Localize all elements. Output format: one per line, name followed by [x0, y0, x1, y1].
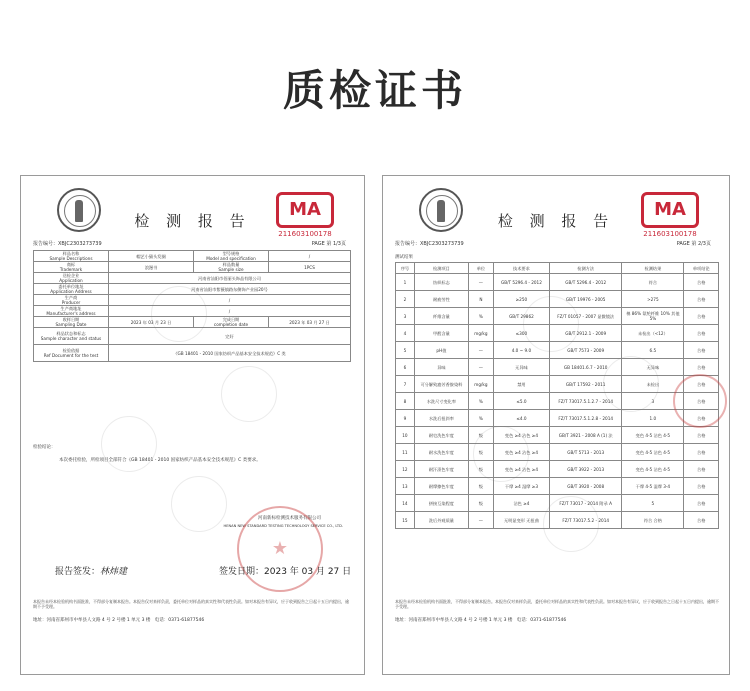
info-label — [34, 328, 109, 345]
address-text: 地址：河南省郑州市中牟县人文路 4 号 2 号楼 1 单元 3 楼 — [33, 618, 151, 623]
info-value: 帽艺小猫头发圈 — [109, 251, 194, 262]
cma-number: 211603100178 — [278, 230, 332, 238]
table-cell: 变色 4-5 沾色 4-5 — [622, 444, 684, 461]
label-en: Trademark — [59, 267, 83, 272]
label-cn: 商标 — [66, 262, 76, 267]
table-row — [396, 410, 719, 427]
table-cell: 级 — [468, 495, 493, 512]
footer-note: 本报告未经本检验机构书面批准，不得部分复制本报告。本报告仅对来样负责，委托单位对样品的真实性和代表性负责。如对本报告有异议，应于收到报告之日起十五日内提出，逾期不予受理。 — [395, 599, 719, 609]
table-cell: 7 — [396, 376, 415, 393]
info-label — [34, 295, 109, 306]
table-cell: 级 — [468, 444, 493, 461]
signer-signature: 林炜建 — [100, 567, 128, 577]
table-cell: GB/T 7573 - 2009 — [550, 342, 622, 359]
table-cell: ≤300 — [493, 325, 549, 342]
table-cell: 3 — [622, 393, 684, 410]
info-row — [34, 262, 351, 273]
table-cell: N — [468, 291, 493, 308]
info-value: / — [109, 295, 351, 306]
table-cell: 2 — [396, 291, 415, 308]
table-cell: GB/T 2912.1 - 2009 — [550, 325, 622, 342]
watermark-seal-icon — [473, 426, 529, 482]
info-value: 完好 — [109, 328, 351, 345]
table-cell: % — [468, 308, 493, 325]
cma-number: 211603100178 — [643, 230, 697, 238]
table-cell: 合格 — [684, 342, 719, 359]
table-cell: % — [468, 410, 493, 427]
watermark-seal-icon — [101, 416, 157, 472]
issue-date-label: 签发日期： — [219, 567, 265, 577]
table-cell: 合格 — [684, 512, 719, 529]
table-cell: GB 18401.6.7 - 2010 — [550, 359, 622, 376]
label-cn: 样品名称 — [62, 251, 80, 256]
table-cell: 符合 — [622, 274, 684, 291]
issue-date — [219, 564, 351, 577]
info-value: 浪漫书 — [109, 262, 194, 273]
table-row — [396, 359, 719, 376]
watermark-seal-icon — [151, 286, 207, 342]
column-header: 技术要求 — [493, 263, 549, 274]
label-cn: 样品状态和标志 — [56, 331, 86, 336]
page-number: PAGE 第 2/3页 — [676, 241, 711, 247]
label-en: completion date — [213, 322, 249, 327]
phone-text: 电话：0371-61877546 — [516, 618, 567, 623]
info-value: 河南省汕阳市佰丽头饰品有限公司 — [109, 273, 351, 284]
table-cell: 合格 — [684, 495, 719, 512]
table-cell: 10 — [396, 427, 415, 444]
table-cell: GB/T 29862 — [493, 308, 549, 325]
label-cn: 检验依据 — [62, 348, 80, 353]
info-value: / — [269, 251, 351, 262]
table-cell: 4.0 ~ 9.0 — [493, 342, 549, 359]
table-cell: 合格 — [684, 444, 719, 461]
table-cell: 耐水洗色牢度 — [414, 444, 468, 461]
cma-mark-icon: MA — [276, 192, 334, 228]
table-cell: 变色 ≥4 沾色 ≥4 — [493, 461, 549, 478]
table-cell: FZ/T 73017.5.2 - 2014 — [550, 512, 622, 529]
info-label — [34, 262, 109, 273]
table-cell: 沾色 ≥4 — [493, 495, 549, 512]
table-cell: 无明显变形 无扭曲 — [493, 512, 549, 529]
table-cell: 耐汗渍色牢度 — [414, 461, 468, 478]
table-cell: 8 — [396, 393, 415, 410]
table-cell: 纤维含量 — [414, 308, 468, 325]
table-cell: 13 — [396, 478, 415, 495]
table-cell: 9 — [396, 410, 415, 427]
conclusion-text: 本次委托检验，所检项目全部符合《GB 18401 - 2010 国家纺织产品基本安全技术规范》C 类要求。 — [59, 458, 261, 463]
table-cell: 合格 — [684, 461, 719, 478]
table-cell: 耐皂洗色牢度 — [414, 427, 468, 444]
info-label — [34, 284, 109, 295]
column-header: 检测方法 — [550, 263, 622, 274]
watermark-seal-icon — [603, 356, 659, 412]
table-cell: pH值 — [414, 342, 468, 359]
table-cell: 6 — [396, 359, 415, 376]
info-label — [34, 251, 109, 262]
info-value: 1PCS — [269, 262, 351, 273]
info-value: / — [109, 306, 351, 317]
table-row — [396, 393, 719, 410]
table-cell: 水洗后扭斜率 — [414, 410, 468, 427]
table-cell: GB/T 17592 - 2011 — [550, 376, 622, 393]
info-value: 2023 年 03 月 27 日 — [269, 317, 351, 328]
footer-address — [33, 617, 204, 623]
issue-date-value: 2023 年 03 月 27 日 — [264, 567, 352, 577]
label-en: Model and specification — [206, 256, 256, 261]
table-cell: 15 — [396, 512, 415, 529]
issuer-name-en: HENAN NEW STANDARD TESTING TECHNOLOGY SERVICE CO., LTD. — [223, 524, 343, 528]
info-row — [34, 251, 351, 262]
label-cn: 生产商地址 — [60, 306, 82, 311]
info-label — [34, 345, 109, 362]
column-header: 检测结果 — [622, 263, 684, 274]
table-cell: 级 — [468, 478, 493, 495]
table-row — [396, 444, 719, 461]
table-cell: 1 — [396, 274, 415, 291]
table-cell: 4 — [396, 325, 415, 342]
info-row — [34, 273, 351, 284]
table-cell: 拼接互染程度 — [414, 495, 468, 512]
label-en: Application — [59, 278, 83, 283]
watermark-seal-icon — [543, 496, 599, 552]
table-cell: 合格 — [684, 274, 719, 291]
table-cell: ≤4.0 — [493, 410, 549, 427]
label-cn: 完成日期 — [222, 317, 240, 322]
table-cell: 合格 — [684, 291, 719, 308]
table-cell: GB/T 5296.4 - 2012 — [550, 274, 622, 291]
address-text: 地址：河南省郑州市中牟县人文路 4 号 2 号楼 1 单元 3 楼 — [395, 618, 513, 623]
info-value: 《GB 18401 - 2010 国家纺织产品基本安全技术规范》C 类 — [109, 345, 351, 362]
table-cell: 变色 ≥4 沾色 ≥4 — [493, 444, 549, 461]
table-cell: GB/T 3922 - 2013 — [550, 461, 622, 478]
cma-logo — [270, 192, 340, 238]
report-page-1 — [20, 175, 365, 675]
table-row — [396, 427, 719, 444]
table-cell: 合格 — [684, 308, 719, 325]
conclusion-label: 检验结论： — [33, 445, 56, 450]
table-cell: ≥250 — [493, 291, 549, 308]
report-title: 检 测 报 告 — [497, 212, 615, 230]
label-en: Ref Document for the test — [43, 353, 99, 358]
table-cell: 甲醛含量 — [414, 325, 468, 342]
table-cell: mg/kg — [468, 376, 493, 393]
info-label — [194, 262, 269, 273]
table-cell: 合格 — [684, 410, 719, 427]
table-cell: FZ/T 01057 - 2007 显微镜法 — [550, 308, 622, 325]
table-cell: 级 — [468, 427, 493, 444]
label-cn: 型号规格 — [222, 251, 240, 256]
table-cell: FZ/T 73017 - 2014 附录 A — [550, 495, 622, 512]
label-cn: 委托单位地址 — [58, 284, 84, 289]
info-label — [34, 306, 109, 317]
table-cell: 3 — [396, 308, 415, 325]
table-cell: 变色 4-5 沾色 4-5 — [622, 427, 684, 444]
footer-note: 本报告未经本检验机构书面批准，不得部分复制本报告。本报告仅对来样负责，委托单位对样品的真实性和代表性负责。如对本报告有异议，应于收到报告之日起十五日内提出，逾期不予受理。 — [33, 599, 349, 609]
table-cell: 变色 ≥4 沾色 ≥4 — [493, 427, 549, 444]
red-stamp-icon — [673, 374, 727, 428]
table-cell: 符合 合格 — [622, 512, 684, 529]
table-cell: 耐摩擦色牢度 — [414, 478, 468, 495]
table-cell: — — [468, 359, 493, 376]
table-cell: 耐疲劳性 — [414, 291, 468, 308]
info-value: 河南省汕阳市紫薇镇路东侧饰产业园20号 — [109, 284, 351, 295]
label-en: Sample Descriptions — [49, 256, 93, 261]
column-header: 序号 — [396, 263, 415, 274]
table-cell: 变色 4-5 沾色 4-5 — [622, 461, 684, 478]
label-cn: 样品数量 — [222, 262, 240, 267]
report-title: 检 测 报 告 — [134, 212, 251, 230]
table-row — [396, 274, 719, 291]
info-label — [194, 251, 269, 262]
page-title: 质检证书 — [282, 66, 467, 115]
table-cell: % — [468, 393, 493, 410]
table-cell: 异味 — [414, 359, 468, 376]
table-cell: 14 — [396, 495, 415, 512]
label-cn: 生产商 — [64, 295, 78, 300]
phone-text: 电话：0371-61877546 — [154, 618, 205, 623]
column-header: 单项结论 — [684, 263, 719, 274]
table-cell: 5 — [622, 495, 684, 512]
table-cell: 无异味 — [622, 359, 684, 376]
table-cell: >275 — [622, 291, 684, 308]
report-number: 报告编号：XBJC2303273739 — [395, 241, 464, 247]
table-cell: 棉 86% 氨纶纤维 10% 其他 5% — [622, 308, 684, 325]
label-en: Application Address — [50, 289, 92, 294]
table-cell: 合格 — [684, 478, 719, 495]
table-cell: — — [468, 342, 493, 359]
table-cell: 12 — [396, 461, 415, 478]
table-cell: 级 — [468, 461, 493, 478]
signer — [55, 564, 127, 577]
info-label — [34, 273, 109, 284]
table-cell: — — [468, 274, 493, 291]
table-cell: 可分解致癌芳香胺染料 — [414, 376, 468, 393]
report-page-2 — [382, 175, 730, 675]
table-cell: 干摩 ≥4 湿摩 ≥3 — [493, 478, 549, 495]
issuer-name: 河南新标检测技术服务有限公司 — [258, 516, 321, 521]
table-cell: 未检出 — [622, 376, 684, 393]
label-en: Sample size — [218, 267, 244, 272]
label-en: Sample character and status — [40, 336, 102, 341]
table-cell: — — [468, 512, 493, 529]
table-cell: ≤5.0 — [493, 393, 549, 410]
table-cell: 合格 — [684, 393, 719, 410]
label-cn: 收样日期 — [62, 317, 80, 322]
info-row — [34, 345, 351, 362]
table-cell: FZ/T 73017.5.1.2.7 - 2014 — [550, 393, 622, 410]
results-section-title: 测试结果 — [395, 255, 413, 260]
table-cell: 6.5 — [622, 342, 684, 359]
table-cell: GB/T 5713 - 2013 — [550, 444, 622, 461]
watermark-seal-icon — [221, 366, 277, 422]
label-en: Sampling Date — [55, 322, 87, 327]
info-label — [34, 317, 109, 328]
label-en: Manufacturer's address — [46, 311, 96, 316]
table-cell: GB/T 19976 - 2005 — [550, 291, 622, 308]
column-header: 单位 — [468, 263, 493, 274]
table-cell: 纺织标志 — [414, 274, 468, 291]
table-cell: GB/T 3921 - 2008 A (1) 法 — [550, 427, 622, 444]
table-cell: 合格 — [684, 376, 719, 393]
table-cell: 未检出（<12） — [622, 325, 684, 342]
table-row — [396, 478, 719, 495]
watermark-seal-icon — [523, 296, 579, 352]
page-number: PAGE 第 1/3页 — [311, 241, 346, 247]
cma-logo — [635, 192, 705, 238]
table-cell: 合格 — [684, 359, 719, 376]
red-stamp-icon — [237, 506, 323, 592]
table-cell: 无异味 — [493, 359, 549, 376]
table-row — [396, 461, 719, 478]
table-cell: 水洗尺寸变化率 — [414, 393, 468, 410]
cma-mark-icon: MA — [641, 192, 699, 228]
signer-label: 报告签发： — [55, 567, 101, 577]
column-header: 检测项目 — [414, 263, 468, 274]
table-cell: 11 — [396, 444, 415, 461]
table-cell: 干摩 4-5 湿摩 3-4 — [622, 478, 684, 495]
table-cell: 合格 — [684, 427, 719, 444]
footer-address — [395, 617, 566, 623]
table-cell: 合格 — [684, 325, 719, 342]
table-cell: 1.0 — [622, 410, 684, 427]
table-cell: 5 — [396, 342, 415, 359]
table-cell: GB/T 5296.4 - 2012 — [493, 274, 549, 291]
info-value: 2023 年 03 月 23 日 — [109, 317, 194, 328]
table-row — [396, 376, 719, 393]
table-cell: 禁用 — [493, 376, 549, 393]
table-cell: GB/T 3920 - 2008 — [550, 478, 622, 495]
table-cell: mg/kg — [468, 325, 493, 342]
report-number: 报告编号：XBJC2303273739 — [33, 241, 102, 247]
table-cell: 洗后外观质量 — [414, 512, 468, 529]
watermark-seal-icon — [171, 476, 227, 532]
table-cell: FZ/T 73017.5.1.2.8 - 2014 — [550, 410, 622, 427]
label-en: Producer — [61, 300, 81, 305]
label-cn: 送检企业 — [62, 273, 80, 278]
